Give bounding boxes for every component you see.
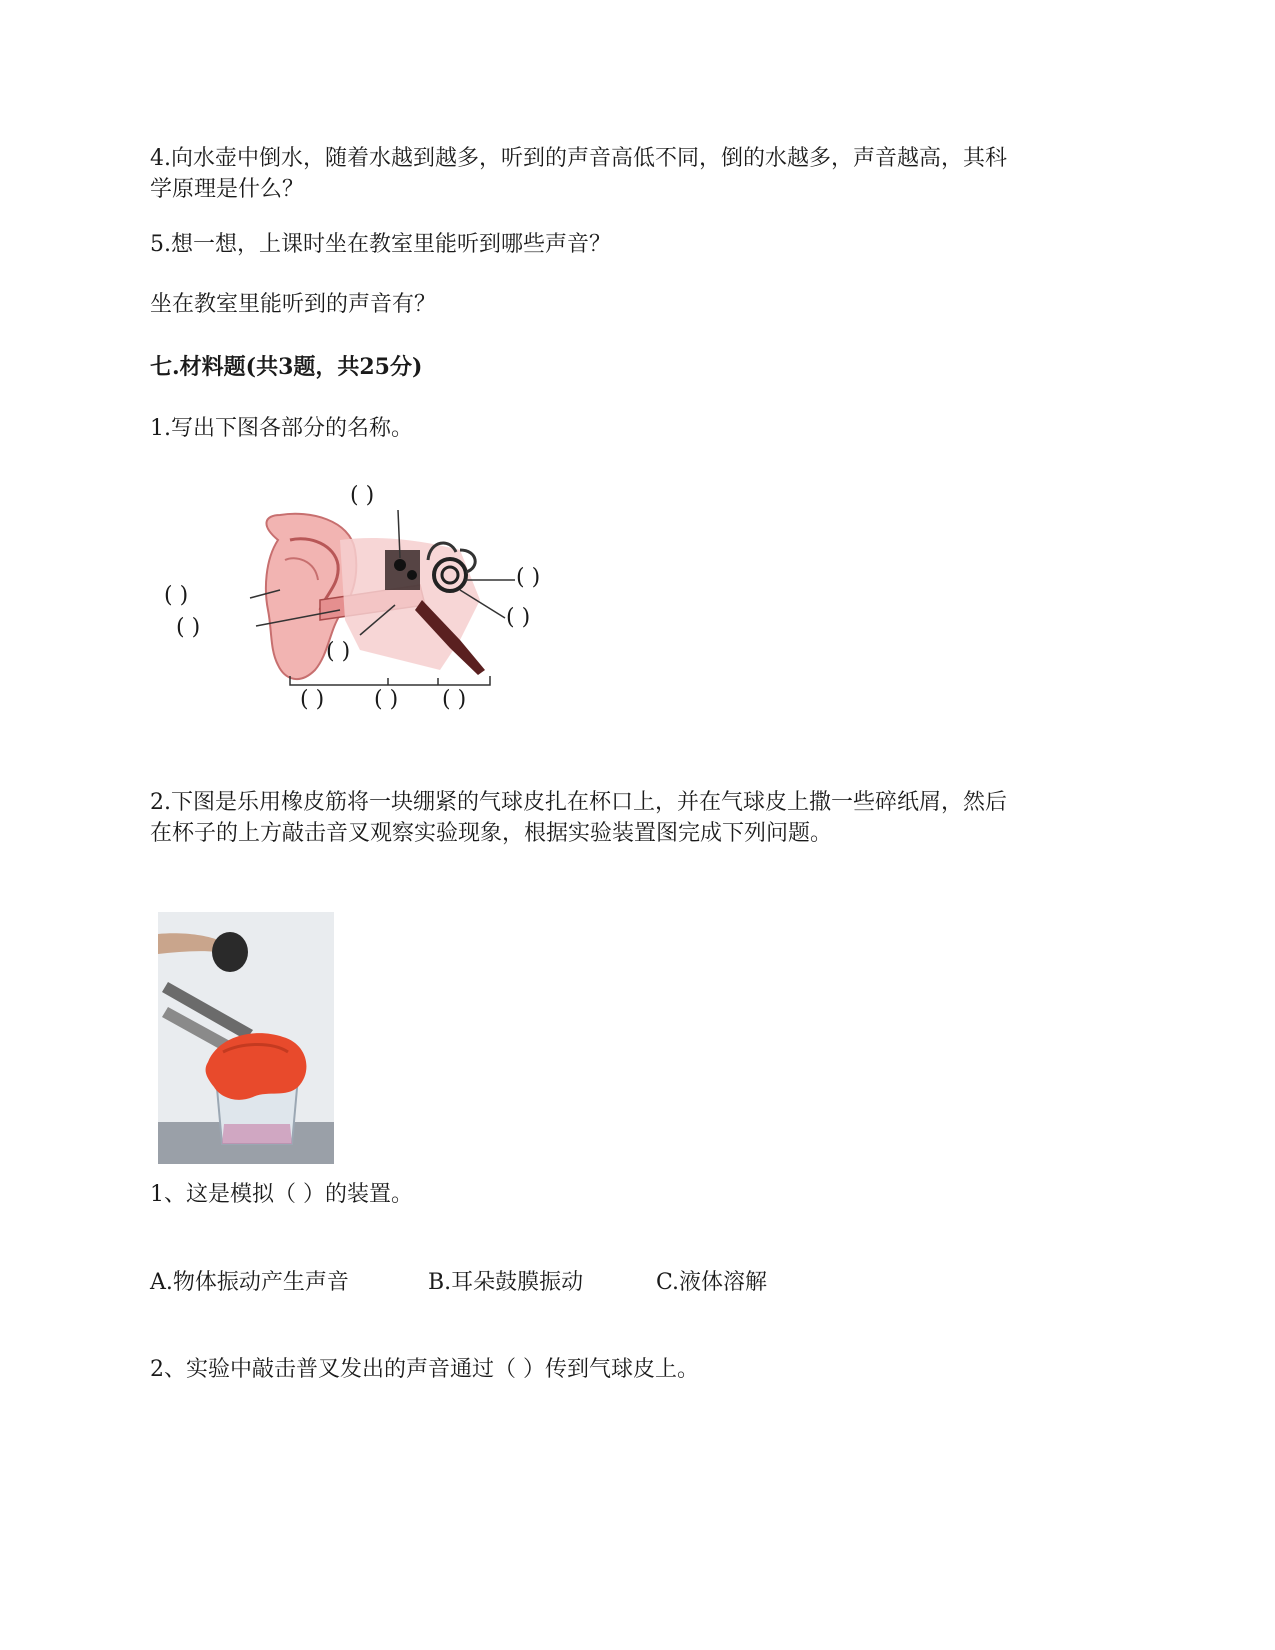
experiment-photo <box>158 912 334 1164</box>
m2-line-1: 2.下图是乐用橡皮筋将一块绷紧的气球皮扎在杯口上，并在气球皮上撒一些碎纸屑，然后 <box>150 790 1007 815</box>
tuning-fork-balloon-cup-photo-icon <box>158 912 334 1164</box>
m1-question: 1.写出下图各部分的名称。 <box>150 416 413 441</box>
m2-sub1-option-b: B.耳朵鼓膜振动 <box>428 1270 584 1295</box>
q4-line-1: 4.向水壶中倒水，随着水越到越多，听到的声音高低不同，倒的水越多，声音越高，其科 <box>150 146 1007 171</box>
ear-label-left-lower: ( ) <box>176 615 201 640</box>
ear-label-right-lower: ( ) <box>506 605 531 630</box>
section-heading: 七.材料题(共3题，共25分) <box>150 354 423 380</box>
q4-line-2: 学原理是什么？ <box>150 177 305 202</box>
m2-sub1-question: 1、这是模拟（ ）的装置。 <box>150 1182 413 1207</box>
ear-label-bracket-3: ( ) <box>442 687 467 712</box>
m2-sub1-option-c: C.液体溶解 <box>656 1270 768 1295</box>
m2-sub2-question: 2、实验中敲击普叉发出的声音通过（ ）传到气球皮上。 <box>150 1357 699 1382</box>
q5-question: 5.想一想，上课时坐在教室里能听到哪些声音？ <box>150 232 611 257</box>
q5-answer-prompt: 坐在教室里能听到的声音有？ <box>150 292 437 317</box>
ear-label-left-upper: ( ) <box>164 583 189 608</box>
ear-anatomy-diagram-icon <box>160 480 640 750</box>
m2-line-2: 在杯子的上方敲击音叉观察实验现象，根据实验装置图完成下列问题。 <box>150 821 833 846</box>
ear-label-bracket-1: ( ) <box>300 687 325 712</box>
m2-sub1-option-a: A.物体振动产生声音 <box>150 1270 349 1295</box>
ear-label-top: ( ) <box>350 483 375 508</box>
ear-label-right-upper: ( ) <box>516 565 541 590</box>
ear-label-bracket-2: ( ) <box>374 687 399 712</box>
ear-label-center-lower: ( ) <box>326 639 351 664</box>
ear-diagram-figure <box>160 480 640 750</box>
